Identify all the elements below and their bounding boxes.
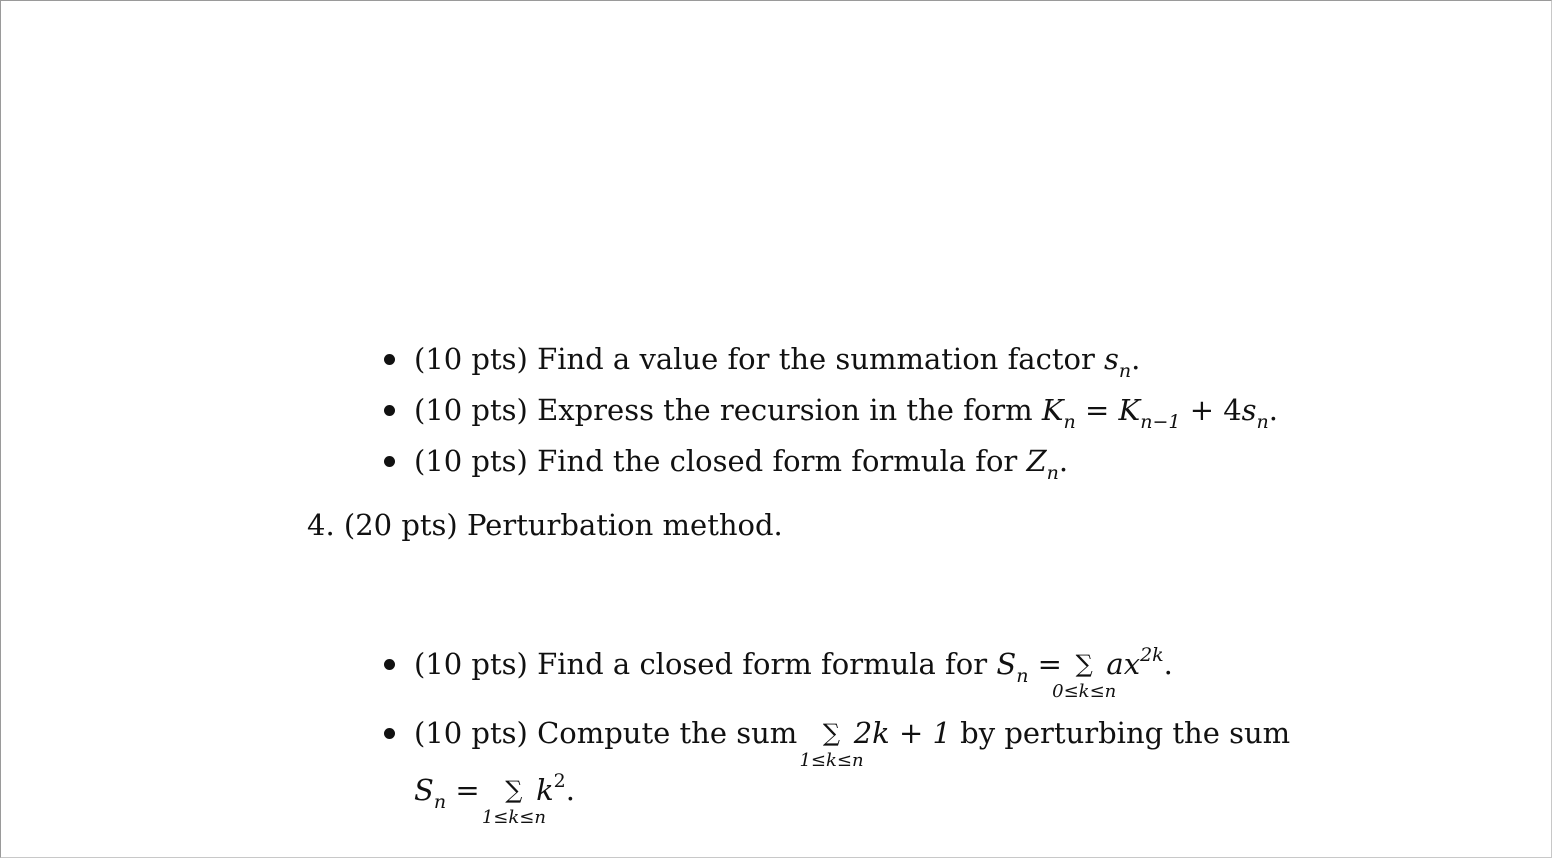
sigma-glyph: ∑ [822,719,841,747]
question-4-heading [307,508,783,542]
equals-sign: = [455,773,480,807]
math-exponent: 2 [553,770,566,792]
question-title: Perturbation method. [466,508,783,542]
points-label: (10 pts) [414,716,528,750]
period: . [1131,342,1141,376]
math-sub: n [1016,665,1029,687]
math-var: S [414,773,434,807]
period: . [565,773,575,807]
math-sub: n−1 [1140,411,1181,433]
sigma-glyph: ∑ [1075,650,1093,678]
math-sub: n [1256,411,1269,433]
bullet-compute-sum [414,716,1291,771]
points-label: (20 pts) [343,508,458,542]
period: . [1163,647,1173,681]
bullet-dot [384,354,395,365]
math-var: s [1104,342,1119,376]
math-term: 2k + 1 [853,716,951,750]
bullet-dot [384,405,395,416]
bullet-dot [384,456,395,467]
points-label: (10 pts) [414,647,528,681]
bullet-compute-sum-line2 [414,770,575,828]
math-term: k [536,773,554,807]
summation-limits: 1≤k≤n [481,807,546,828]
points-label: (10 pts) [414,342,528,376]
bullet-closed-form-sn [414,644,1173,702]
equals-sign: = [1085,393,1110,427]
summation-limits: 1≤k≤n [799,750,864,771]
summation-symbol [799,716,864,771]
bullet-dot [384,659,395,670]
math-var: K [1118,393,1141,427]
bullet-recursion-form [414,393,1278,431]
math-term: ax [1106,647,1141,681]
math-sub: n [1046,462,1059,484]
math-sub: n [1118,360,1132,382]
math-var: K [1041,393,1064,427]
summation-symbol [1052,647,1117,702]
equals-sign: = [1037,647,1062,681]
bullet-text: Express the recursion in the form [537,393,1033,427]
math-sub: n [1063,411,1076,433]
points-label: (10 pts) [414,393,528,427]
bullet-text-continued: by perturbing the sum [960,716,1291,750]
sigma-glyph: ∑ [505,776,523,804]
summation-limits: 0≤k≤n [1052,681,1117,702]
period: . [1268,393,1279,427]
bullet-text: Compute the sum [537,716,798,750]
math-exponent: 2k [1140,644,1164,666]
question-number: 4. [307,508,335,542]
bullet-summation-factor [414,342,1140,380]
math-var: s [1241,393,1257,427]
math-var: Z [1026,444,1047,478]
bullet-text: Find the closed form formula for [537,444,1018,478]
bullet-text: Find a closed form formula for [537,647,988,681]
summation-symbol [481,773,546,828]
bullet-text: Find a value for the summation factor [537,342,1095,376]
bullet-dot [384,728,395,739]
bullet-closed-form-z [414,444,1068,482]
math-var: S [996,647,1017,681]
period: . [1058,444,1069,478]
math-sub: n [433,791,447,813]
points-label: (10 pts) [414,444,528,478]
math-plus-coefficient: + 4 [1189,393,1242,427]
